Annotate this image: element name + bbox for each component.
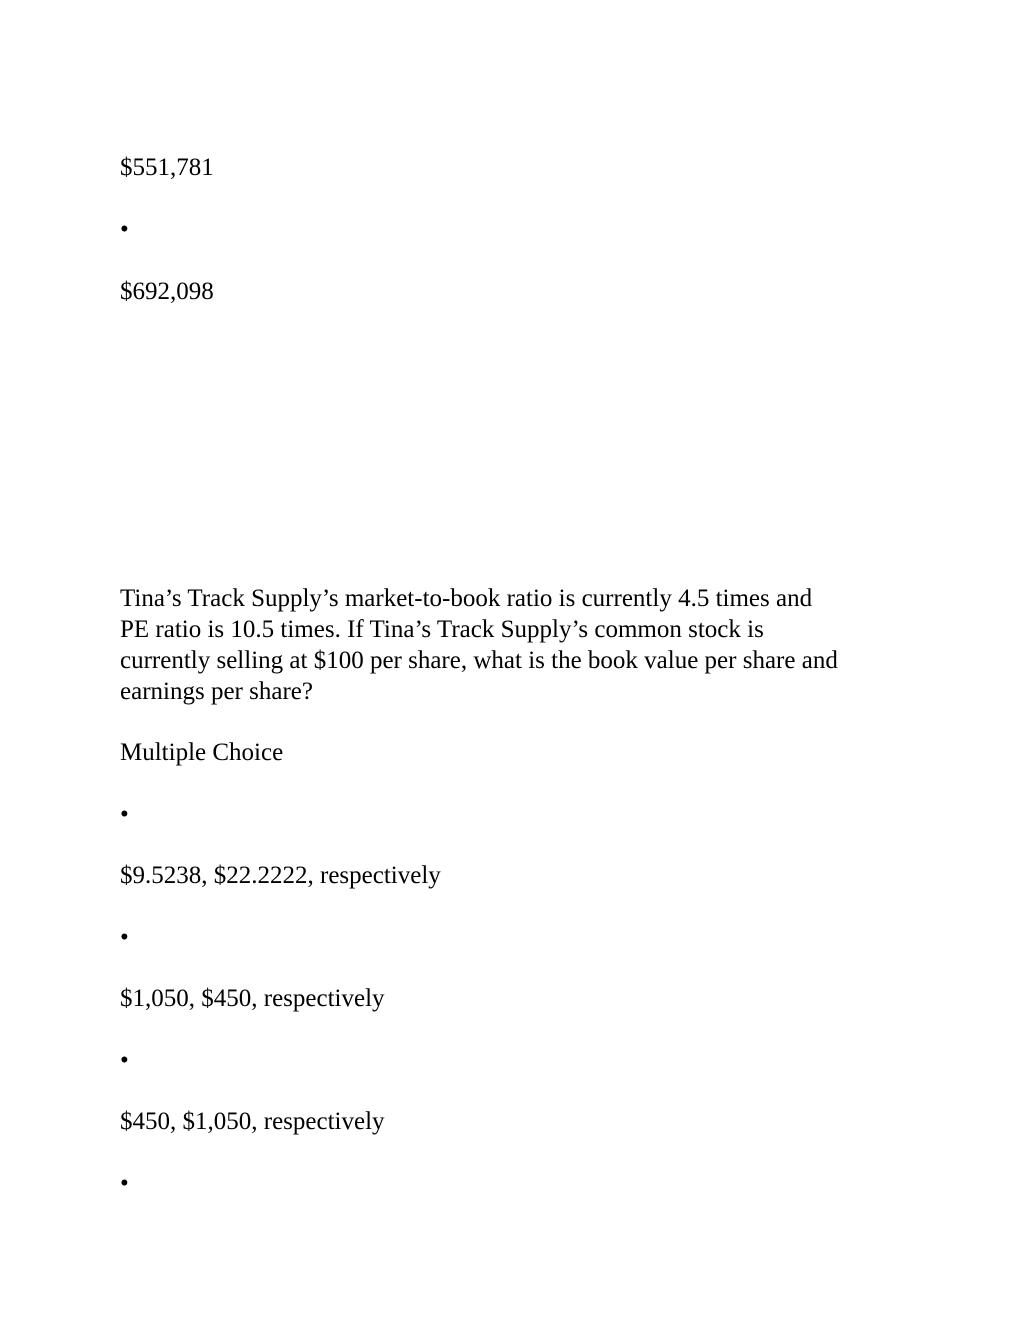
bullet-marker: • (120, 801, 129, 828)
question-line: Tina’s Track Supply’s market-to-book ratio is currently 4.5 times and (120, 585, 813, 612)
previous-option-text: $551,781 (120, 154, 214, 181)
bullet-marker: • (120, 1170, 129, 1197)
answer-option-3[interactable]: $450, $1,050, respectively (120, 1108, 385, 1135)
question-type-label: Multiple Choice (120, 739, 284, 766)
bullet-marker: • (120, 1047, 129, 1074)
question-line: PE ratio is 10.5 times. If Tina’s Track Supply’s common stock is (120, 616, 764, 643)
question-line: currently selling at $100 per share, what is the book value per share and (120, 647, 838, 674)
answer-option-1[interactable]: $9.5238, $22.2222, respectively (120, 862, 441, 889)
previous-option-text: $692,098 (120, 278, 214, 305)
question-text (120, 583, 910, 707)
bullet-marker: • (120, 924, 129, 951)
question-line: earnings per share? (120, 678, 313, 705)
bullet-marker: • (120, 216, 129, 243)
answer-option-2[interactable]: $1,050, $450, respectively (120, 985, 385, 1012)
